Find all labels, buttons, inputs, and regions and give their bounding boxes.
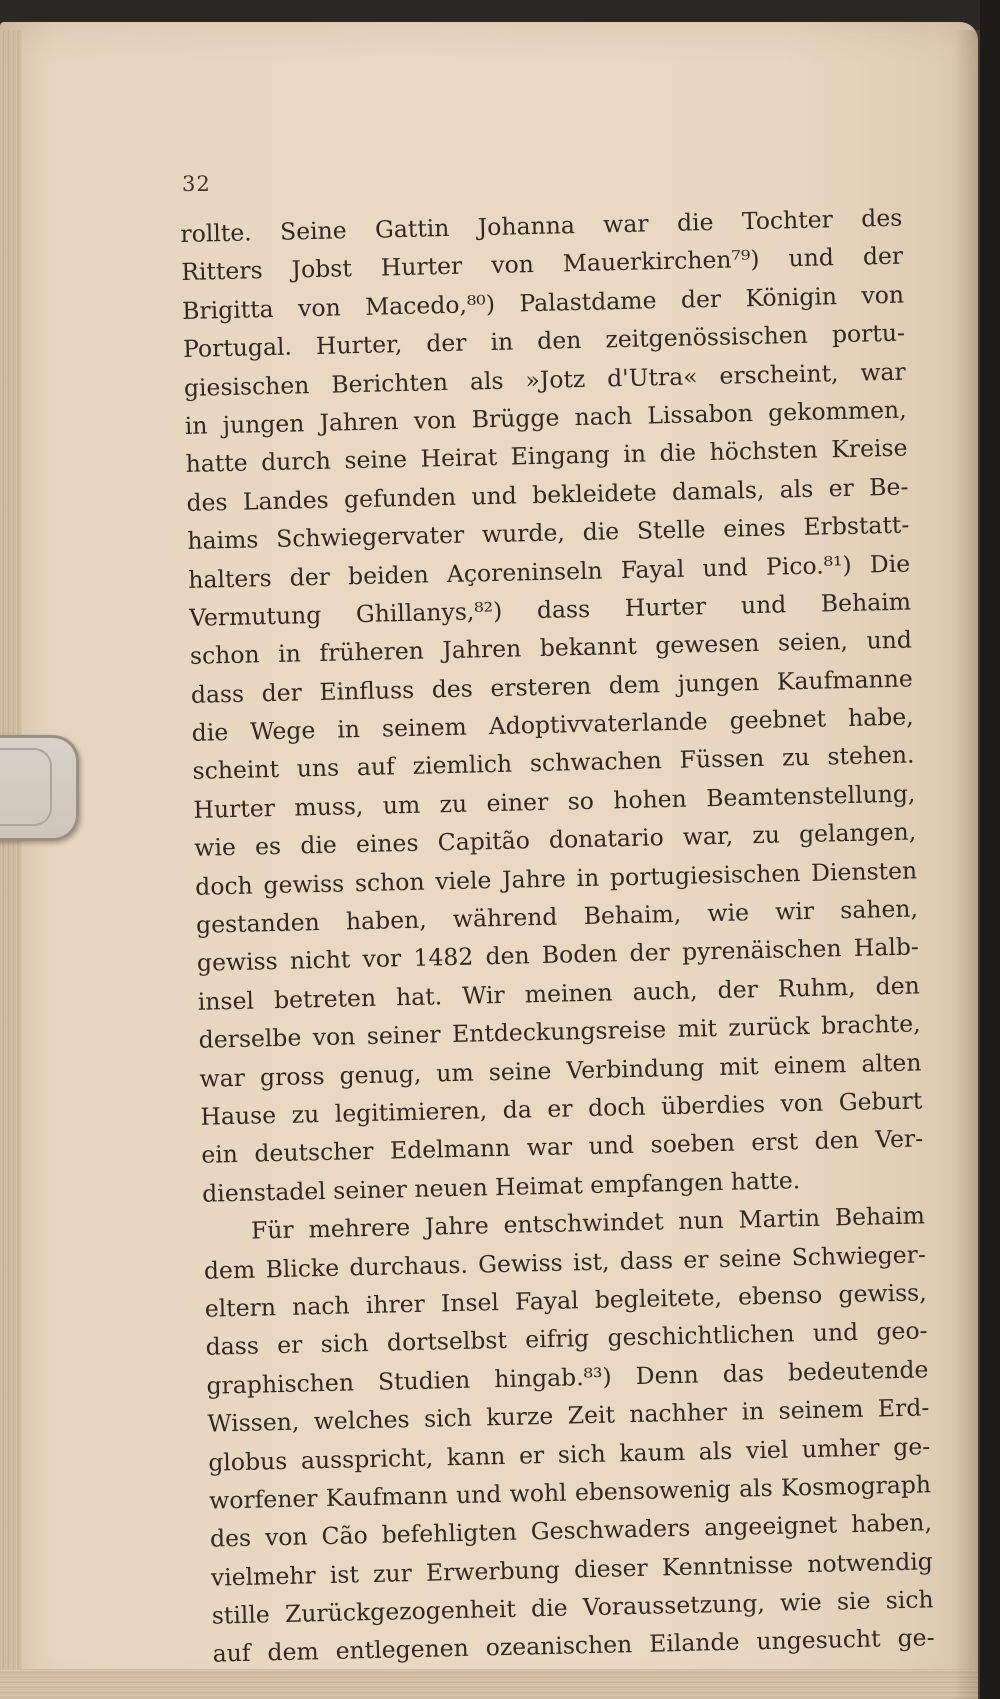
body-text — [180, 199, 935, 1674]
text-line: haims Schwiegervater wurde, die Stelle eines Erbstatt- — [187, 510, 910, 556]
bookmark-inner-outline — [0, 748, 52, 826]
text-line: schon in früheren Jahren bekannt gewesen seien, und — [189, 625, 913, 671]
text-line: gewiss nicht vor 1482 den Boden der pyrenäischen Halb- — [196, 932, 920, 978]
text-line: insel betreten hat. Wir meinen auch, der Ruhm, den — [197, 971, 920, 1016]
page-right-shade — [954, 30, 980, 1699]
text-line: wie es die eines Capitão donatario war, zu gelangen, — [194, 817, 917, 863]
text-line: stille Zurückgezogenheit die Voraussetzung, wie sie sich — [211, 1585, 934, 1630]
text-line: vielmehr ist zur Erwerbung dieser Kenntnisse notwendig — [210, 1546, 934, 1592]
text-line: giesischen Berichten als »Jotz d'Utra« erscheint, war — [183, 357, 907, 402]
text-line: ein deutscher Edelmann war und soeben erst den Ver- — [201, 1124, 924, 1170]
text-line: auf dem entlegenen ozeanischen Eilande ungesucht ge- — [212, 1623, 935, 1669]
text-line: Portugal. Hurter, der in den zeitgenössischen portu- — [182, 318, 906, 364]
text-line: die Wege in seinem Adoptivvaterlande geebnet habe, — [191, 702, 914, 747]
text-line: rollte. Seine Gattin Johanna war die Tochter des — [180, 203, 903, 248]
page-edges-bottom — [0, 1669, 978, 1699]
text-line: dass er sich dortselbst eifrig geschichtlichen und geo- — [205, 1316, 928, 1362]
text-line: Hause zu legitimieren, da er doch überdies von Geburt — [200, 1086, 923, 1131]
text-line: gestanden haben, während Behaim, wie wir sahen, — [195, 894, 919, 939]
bookmark-tab — [0, 735, 79, 841]
scan-backdrop-right — [980, 0, 1000, 1699]
text-line: Für mehrere Jahre entschwindet nun Martin Behaim — [250, 1201, 926, 1245]
text-line: Wissen, welches sich kurze Zeit nachher in seinem Erd- — [207, 1393, 930, 1438]
text-line: in jungen Jahren von Brügge nach Lissabon gekommen, — [184, 395, 907, 440]
text-line: Hurter muss, um zu einer so hohen Beamtenstellung, — [193, 779, 916, 824]
text-line: des von Cão befehligten Geschwaders angeeignet haben, — [209, 1508, 933, 1553]
text-line: war gross genug, um seine Verbindung mit einem alten — [199, 1047, 922, 1093]
page-number: 32 — [182, 172, 211, 196]
text-line: dem Blicke durchaus. Gewiss ist, dass er seine Schwieger- — [203, 1239, 927, 1285]
text-line: Brigitta von Macedo,⁸⁰) Palastdame der Königin von — [181, 280, 905, 325]
text-line: graphischen Studien hingab.⁸³) Denn das bedeutende — [206, 1355, 929, 1400]
text-line: hatte durch seine Heirat Eingang in die höchsten Kreise — [185, 433, 908, 479]
text-line: des Landes gefunden und bekleidete damals, als er Be- — [186, 472, 909, 517]
text-line: halters der beiden Açoreninseln Fayal und Pico.⁸¹) Die — [187, 549, 911, 594]
text-line: scheint uns auf ziemlich schwachen Füssen zu stehen. — [192, 740, 915, 786]
text-line: eltern nach ihrer Insel Fayal begleitete, ebenso gewiss, — [204, 1278, 927, 1323]
text-line: worfener Kaufmann und wohl ebensowenig als Kosmograph — [208, 1470, 932, 1515]
text-line: dass der Einfluss des ersteren dem jungen Kaufmanne — [190, 664, 914, 709]
text-line: dienstadel seiner neuen Heimat empfangen hatte. — [201, 1165, 801, 1208]
text-line: doch gewiss schon viele Jahre in portugiesischen Diensten — [194, 856, 918, 901]
page-edges-left — [0, 30, 22, 1699]
text-line: globus ausspricht, kann er sich kaum als viel umher ge- — [207, 1431, 931, 1477]
text-line: Vermutung Ghillanys,⁸²) dass Hurter und Behaim — [188, 587, 912, 632]
text-line: derselbe von seiner Entdeckungsreise mit zurück brachte, — [198, 1009, 921, 1054]
text-line: Ritters Jobst Hurter von Mauerkirchen⁷⁹) und der — [180, 241, 904, 287]
